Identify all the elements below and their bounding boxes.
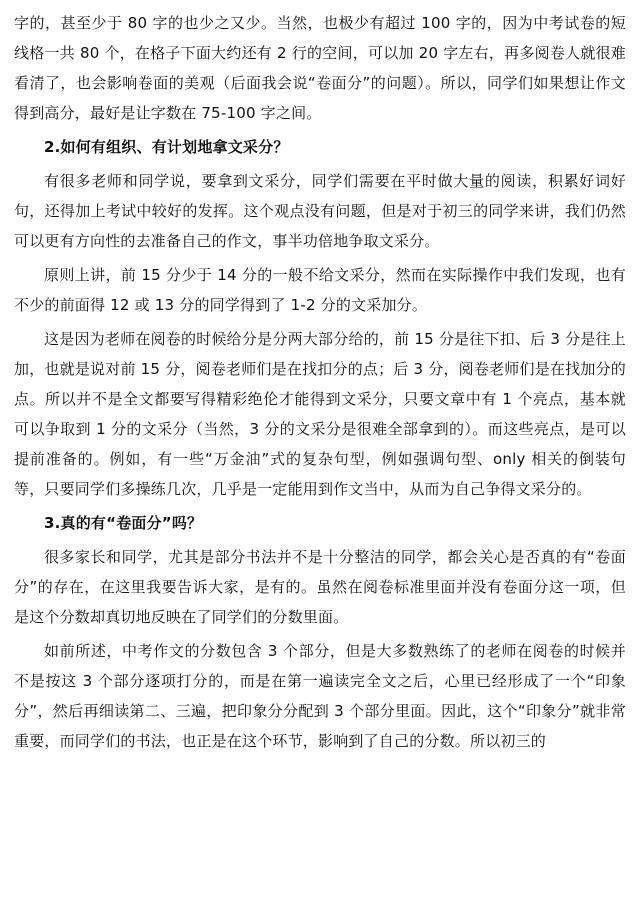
- paragraph: 原则上讲，前 15 分少于 14 分的一般不给文采分，然而在实际操作中我们发现，也有不少的前面得 12 或 13 分的同学得到了 1-2 分的文采加分。: [14, 266, 626, 314]
- section-heading: 2.如何有组织、有计划地拿文采分？: [44, 138, 289, 156]
- section-heading: 3.真的有“卷面分”吗？: [44, 514, 203, 532]
- paragraph: 有很多老师和同学说，要拿到文采分，同学们需要在平时做大量的阅读，积累好词好句，还得加上考试中较好的发挥。这个观点没有问题，但是对于初三的同学来讲，我们仍然可以更有方向性的去准备自己的作文，事半功倍地争取文采分。: [14, 172, 626, 250]
- document-page: [14, 8, 626, 756]
- paragraph: 如前所述，中考作文的分数包含 3 个部分，但是大多数熟练了的老师在阅卷的时候并不是按这 3 个部分逐项打分的，而是在第一遍读完全文之后，心里已经形成了一个“印象分”，然后再细读第二、三遍，把印象分分配到 3 个部分里面。因此，这个“印象分”就非常重要，而同学们的书法，也正是在这个环节，影响到了自己的分数。所以初三的: [14, 642, 626, 750]
- paragraph: 很多家长和同学，尤其是部分书法并不是十分整洁的同学，都会关心是否真的有“卷面分”的存在，在这里我要告诉大家，是有的。虽然在阅卷标准里面并没有卷面分这一项，但是这个分数却真切地反映在了同学们的分数里面。: [14, 548, 626, 626]
- paragraph: 这是因为老师在阅卷的时候给分是分两大部分给的，前 15 分是往下扣、后 3 分是往上加，也就是说对前 15 分，阅卷老师们是在找扣分的点；后 3 分，阅卷老师们是在找加分的点。所以并不是全文都要写得精彩绝伦才能得到文采分，只要文章中有 1 个亮点，基本就可以争取到 1 分的文采分（当然，3 分的文采分是很难全部拿到的）。而这些亮点，是可以提前准备的。例如，有一些“万金油”式的复杂句型，例如强调句型、only 相关的倒装句等，只要同学们多操练几次，几乎是一定能用到作文当中，从而为自己争得文采分的。: [14, 330, 626, 498]
- paragraph: 字的，甚至少于 80 字的也少之又少。当然，也极少有超过 100 字的，因为中考试卷的短线格一共 80 个，在格子下面大约还有 2 行的空间，可以加 20 字左右，再多阅卷人就很难看清了，也会影响卷面的美观（后面我会说“卷面分”的问题）。所以，同学们如果想让作文得到高分，最好是让字数在 75-100 字之间。: [14, 14, 626, 122]
